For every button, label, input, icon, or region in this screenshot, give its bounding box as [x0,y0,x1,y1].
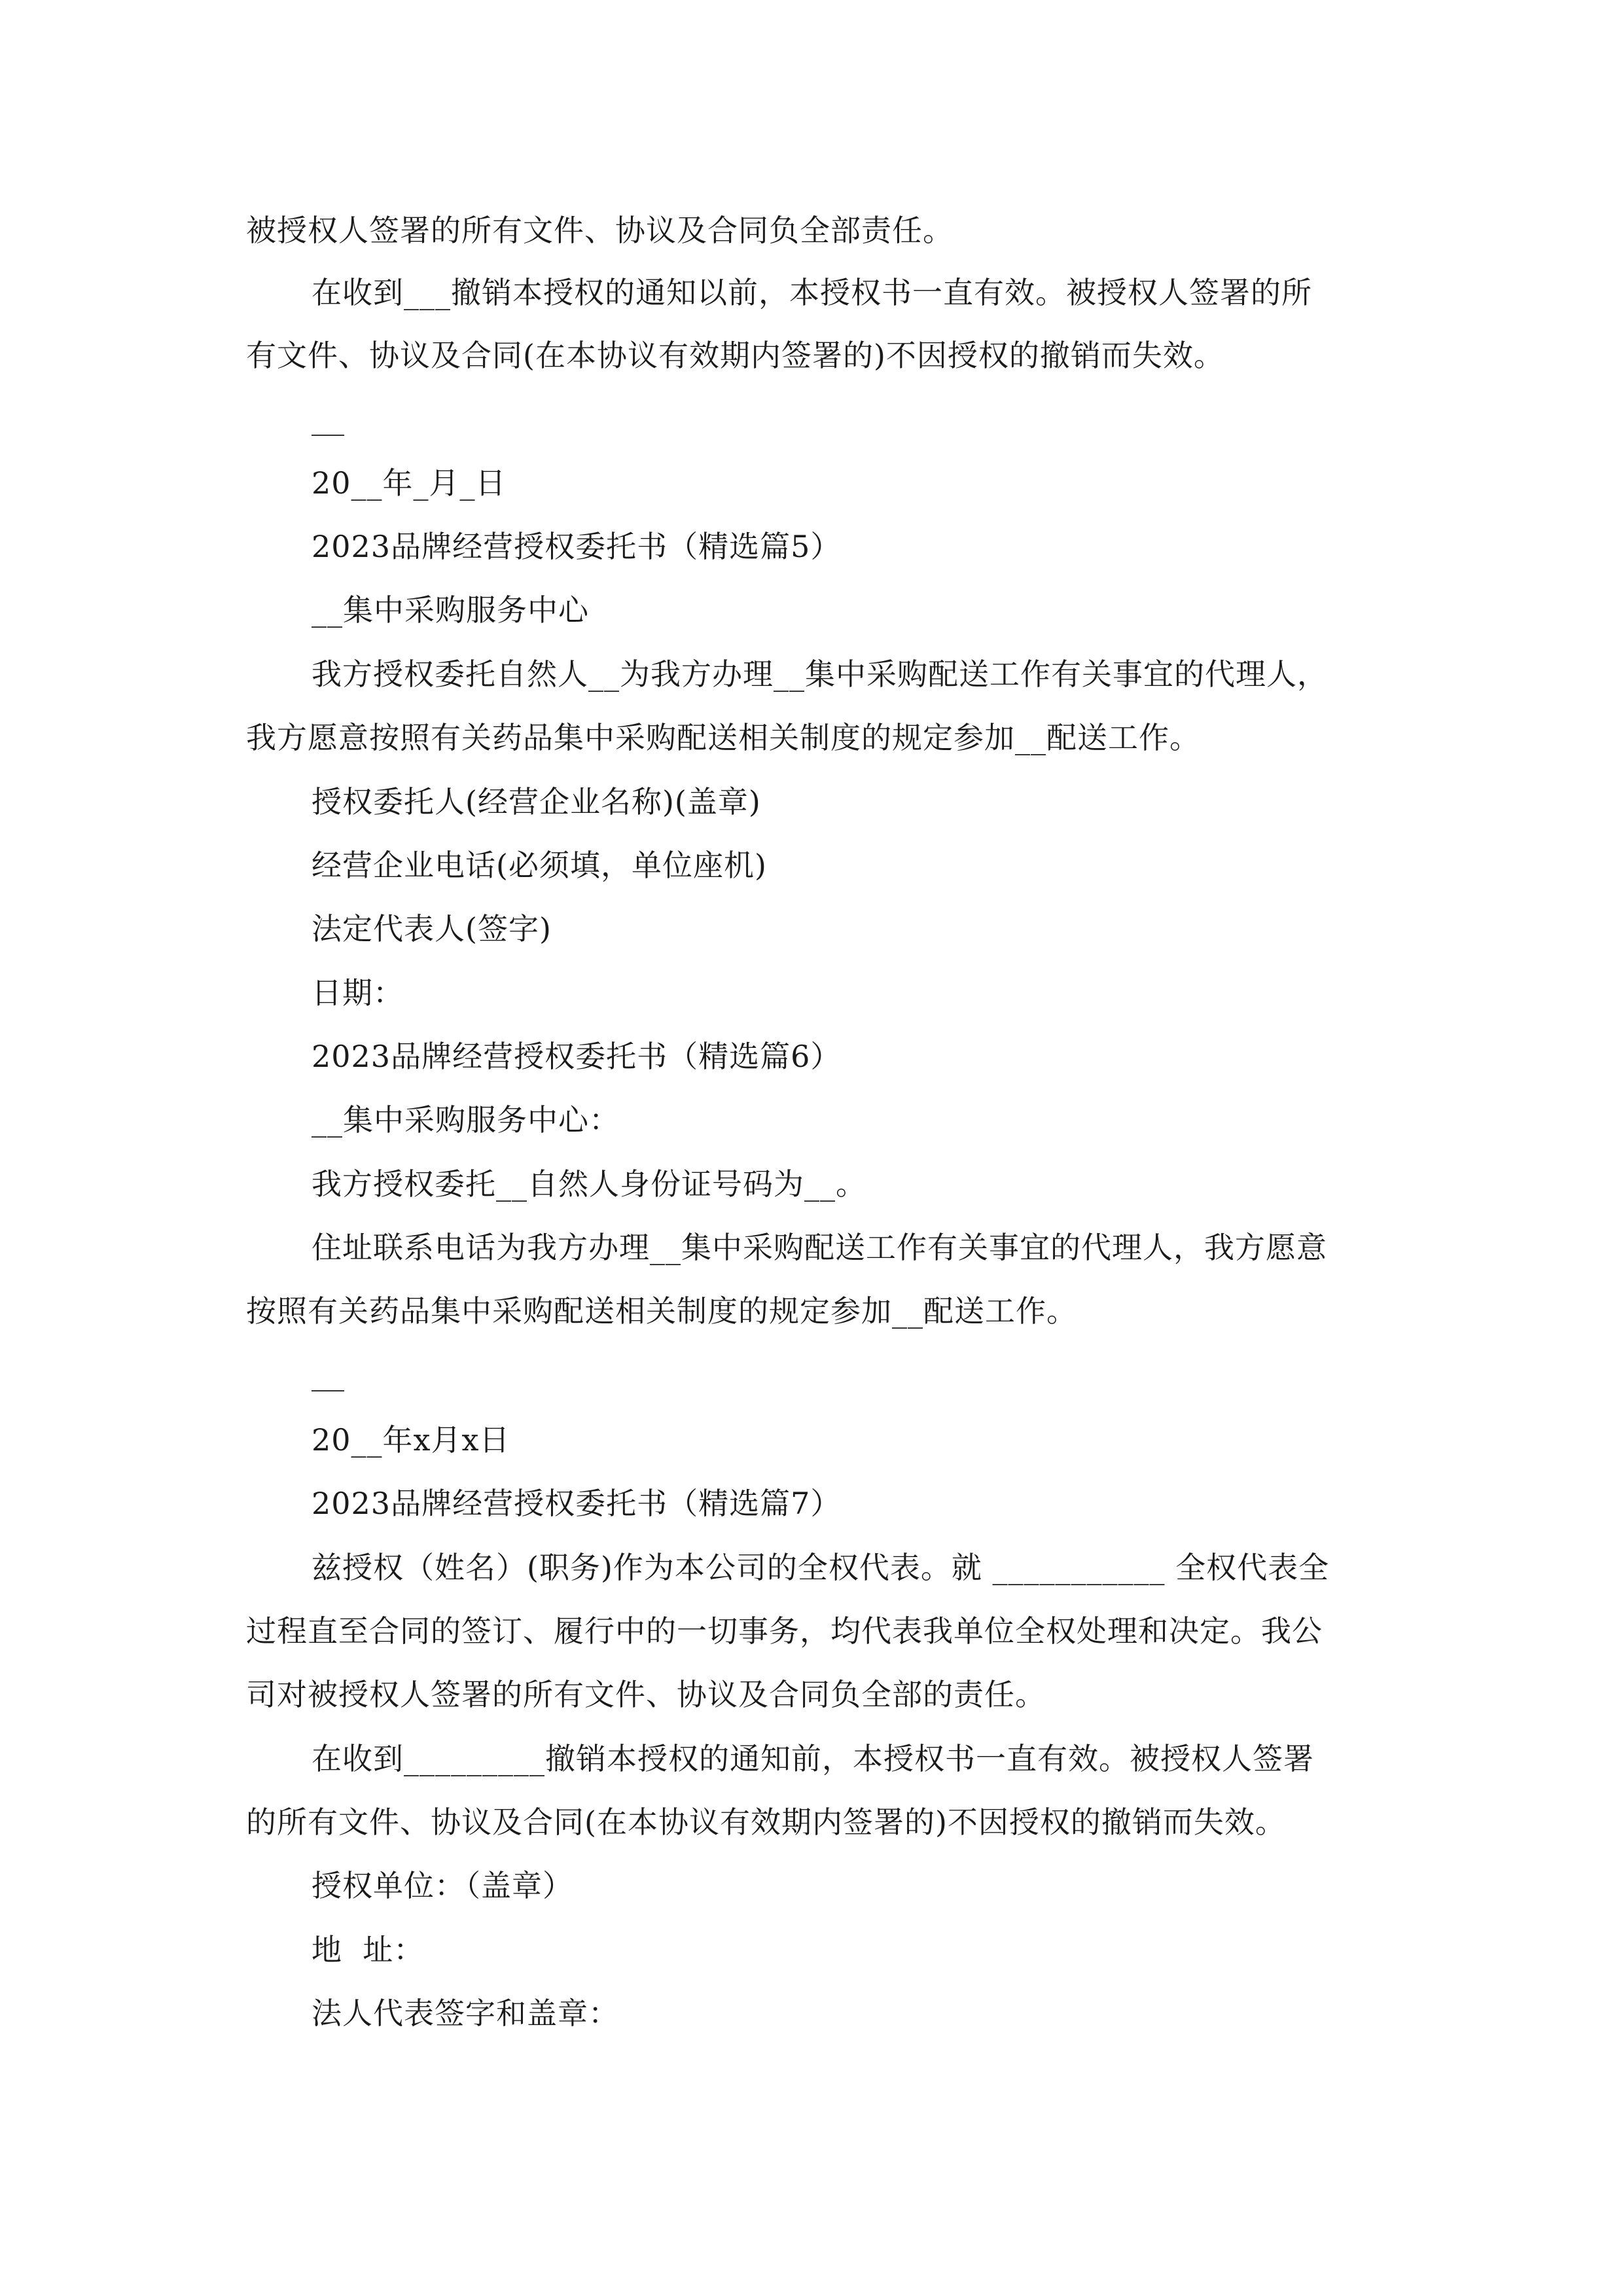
paragraph-line: 我方愿意按照有关药品集中采购配送相关制度的规定参加__配送工作。 [246,720,1200,755]
recipient-line: __集中采购服务中心 [312,592,589,628]
form-field-line: 经营企业电话(必须填，单位座机) [312,848,767,883]
form-field-line: 授权委托人(经营企业名称)(盖章) [312,784,761,819]
paragraph-line: 过程直至合同的签订、履行中的一切事务，均代表我单位全权处理和决定。我公 [246,1613,1323,1649]
paragraph-line: 按照有关药品集中采购配送相关制度的规定参加__配送工作。 [246,1293,1077,1329]
signature-dash [312,435,344,436]
section-heading: 2023品牌经营授权委托书（精选篇5） [312,529,842,564]
form-field-line: 授权单位：（盖章） [312,1868,573,1903]
signature-dash [312,1390,344,1391]
paragraph-line: 兹授权（姓名）(职务)作为本公司的全权代表。就 ___________ 全权代表全 [312,1550,1330,1585]
form-field-line: 地 址： [312,1932,425,1967]
paragraph-line: 被授权人签署的所有文件、协议及合同负全部责任。 [246,213,954,248]
form-field-line: 日期： [312,975,404,1011]
date-line: 20__年x月x日 [312,1422,510,1458]
paragraph-line: 我方授权委托自然人__为我方办理__集中采购配送工作有关事宜的代理人， [312,656,1328,692]
paragraph-line: 住址联系电话为我方办理__集中采购配送工作有关事宜的代理人，我方愿意 [312,1230,1327,1265]
form-field-line: 法定代表人(签字) [312,911,552,946]
recipient-line: __集中采购服务中心： [312,1102,620,1138]
paragraph-line: 司对被授权人签署的所有文件、协议及合同负全部的责任。 [246,1677,1046,1712]
paragraph-line: 在收到___撤销本授权的通知以前，本授权书一直有效。被授权人签署的所 [312,275,1312,310]
section-heading: 2023品牌经营授权委托书（精选篇7） [312,1486,842,1521]
form-field-line: 法人代表签字和盖章： [312,1996,619,2031]
paragraph-line: 有文件、协议及合同(在本协议有效期内签署的)不因授权的撤销而失效。 [246,338,1224,373]
section-heading: 2023品牌经营授权委托书（精选篇6） [312,1039,842,1074]
date-line: 20__年_月_日 [312,465,507,501]
paragraph-line: 在收到_________撤销本授权的通知前，本授权书一直有效。被授权人签署 [312,1741,1314,1776]
paragraph-line: 的所有文件、协议及合同(在本协议有效期内签署的)不因授权的撤销而失效。 [246,1804,1286,1840]
paragraph-line: 我方授权委托__自然人身份证号码为__。 [312,1166,866,1202]
